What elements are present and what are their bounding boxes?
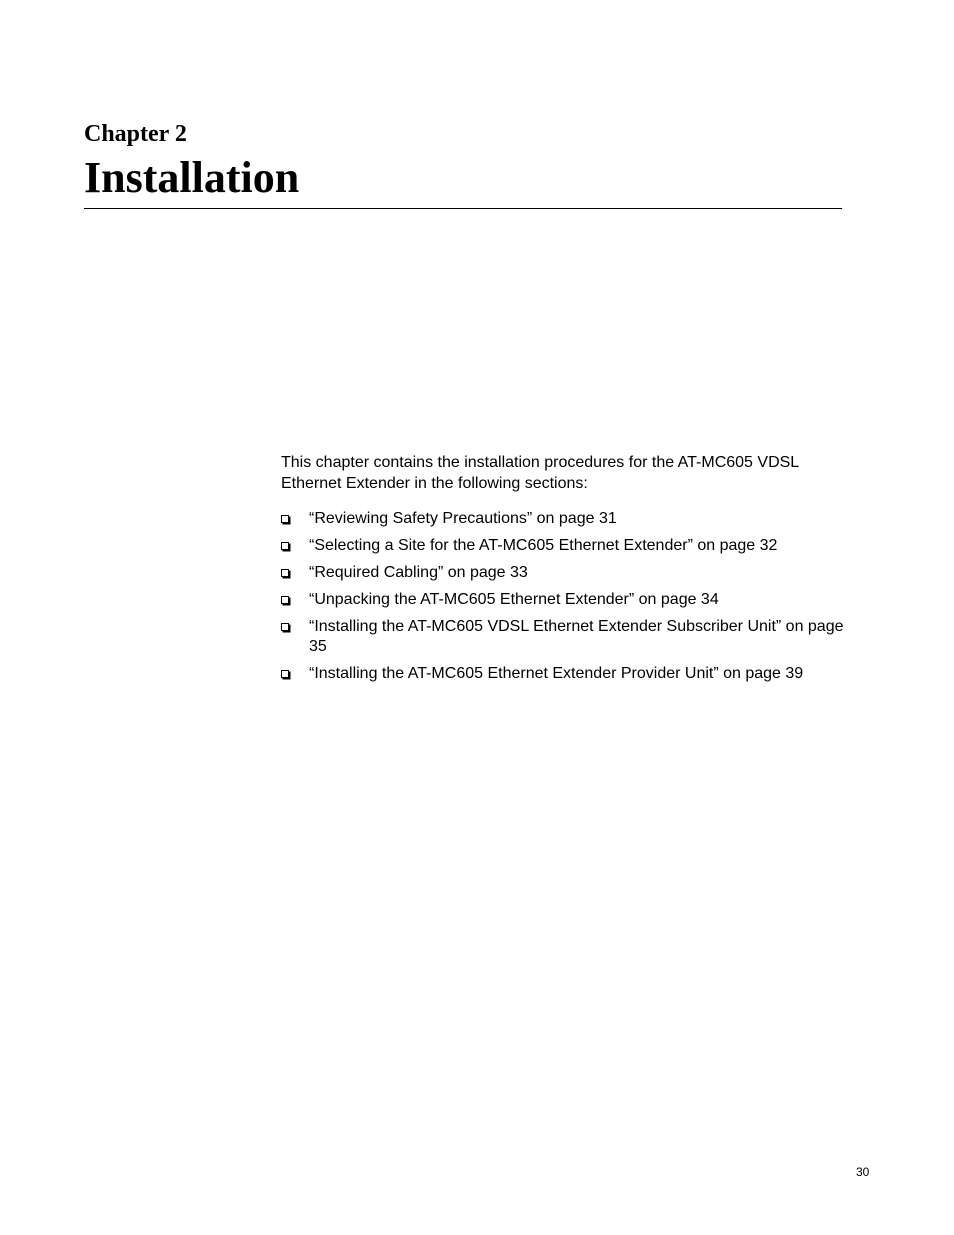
checkbox-square-icon: [281, 515, 289, 523]
title-divider: [84, 208, 842, 209]
chapter-title: Installation: [84, 153, 300, 202]
list-item[interactable]: [281, 664, 846, 684]
checkbox-square-icon: [281, 596, 289, 604]
section-link[interactable]: “Unpacking the AT-MC605 Ethernet Extender” on page 34: [309, 591, 719, 608]
section-link[interactable]: “Required Cabling” on page 33: [309, 564, 528, 581]
chapter-label: Chapter 2: [84, 121, 187, 147]
list-item[interactable]: [281, 590, 846, 610]
checkbox-square-icon: [281, 542, 289, 550]
list-item[interactable]: [281, 536, 846, 556]
section-link[interactable]: “Selecting a Site for the AT-MC605 Ethernet Extender” on page 32: [309, 537, 778, 554]
checkbox-square-icon: [281, 623, 289, 631]
checkbox-square-icon: [281, 670, 289, 678]
section-list: [281, 509, 846, 684]
chapter-contents: [281, 452, 846, 691]
section-link[interactable]: “Reviewing Safety Precautions” on page 31: [309, 510, 617, 527]
intro-paragraph: This chapter contains the installation procedures for the AT-MC605 VDSL Ethernet Extender in the following sections:: [281, 454, 799, 492]
list-item[interactable]: [281, 509, 846, 529]
list-item[interactable]: [281, 563, 846, 583]
section-link[interactable]: “Installing the AT-MC605 VDSL Ethernet Extender Subscriber Unit” on page 35: [309, 618, 844, 655]
page-number: 30: [856, 1165, 870, 1179]
section-link[interactable]: “Installing the AT-MC605 Ethernet Extender Provider Unit” on page 39: [309, 665, 804, 682]
checkbox-square-icon: [281, 569, 289, 577]
list-item[interactable]: [281, 617, 846, 657]
